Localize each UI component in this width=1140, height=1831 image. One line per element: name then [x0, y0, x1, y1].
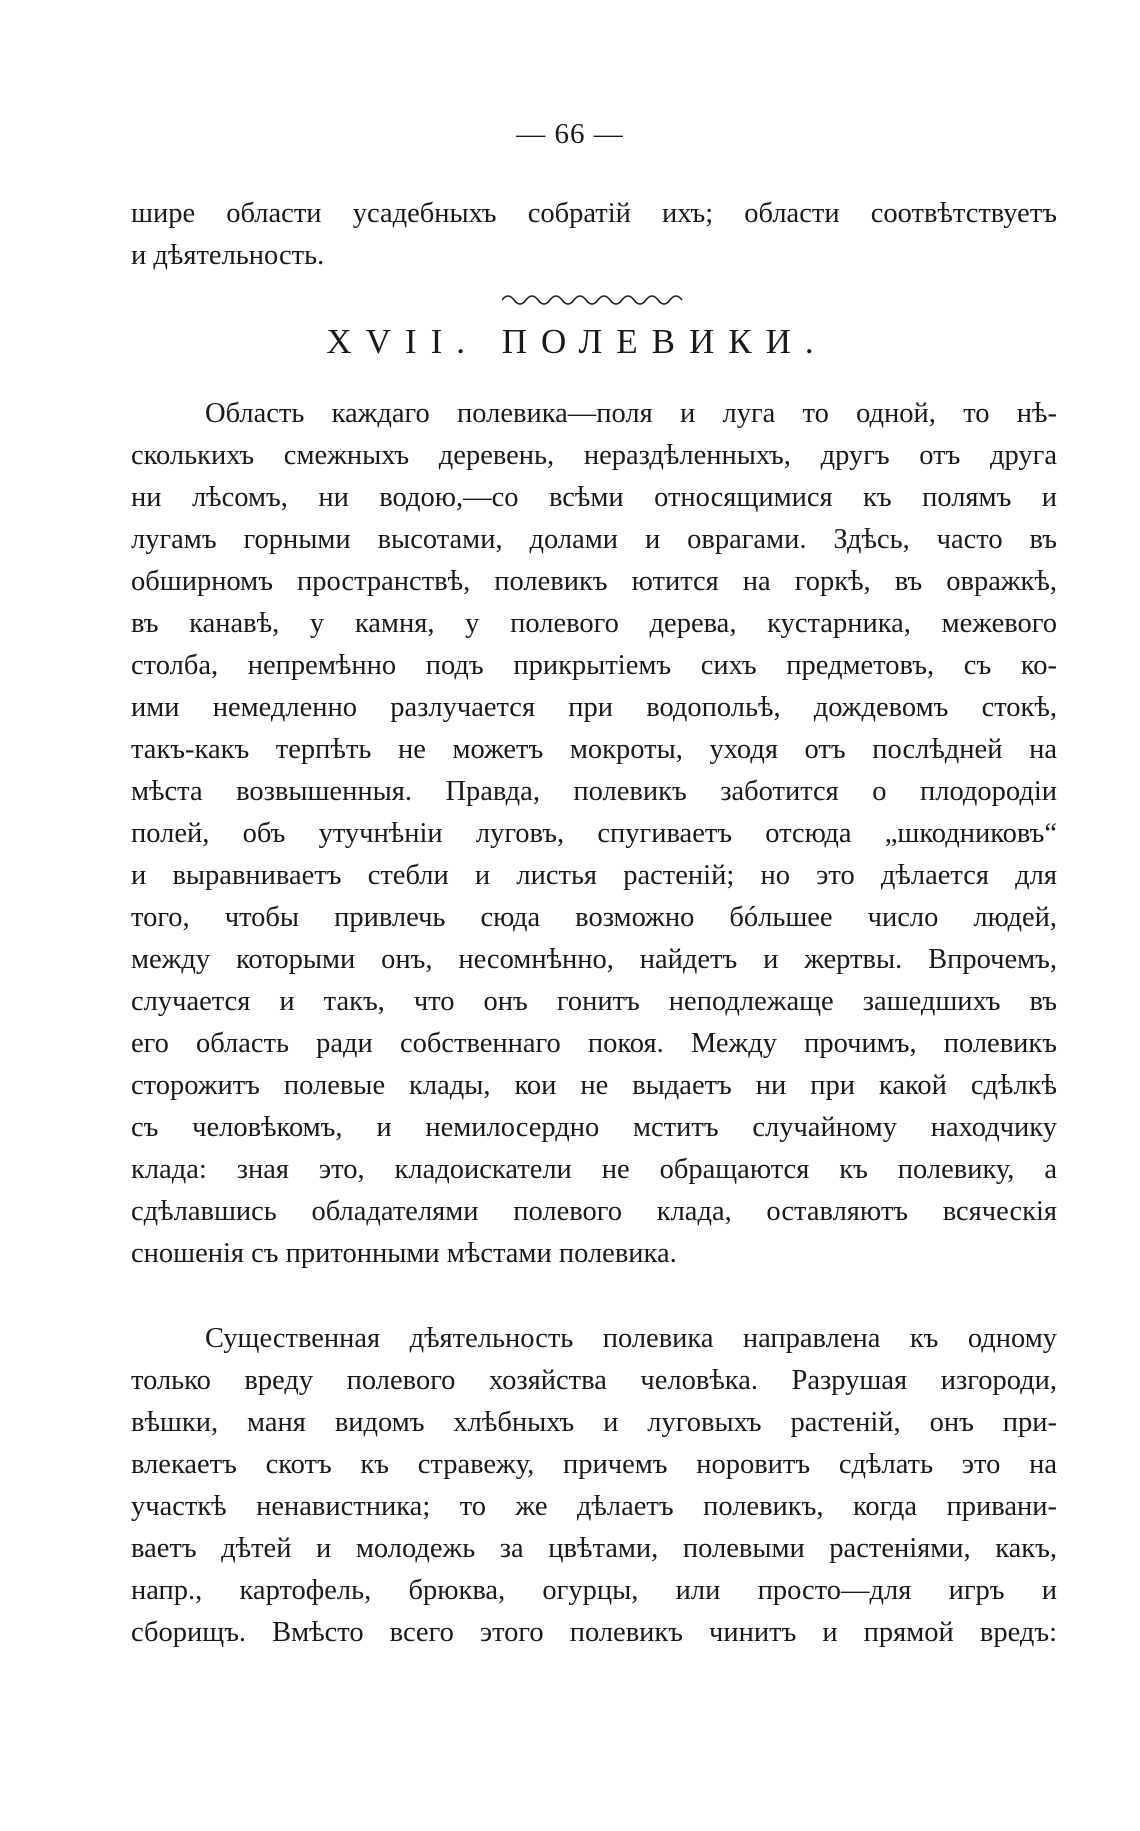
text-line: ими немедленно разлучается при водопольѣ, дождевомъ стокѣ,	[131, 692, 1057, 723]
paragraph-1	[131, 393, 1057, 1275]
text-line: въ канавѣ, у камня, у полевого дерева, кустарника, межевого	[131, 608, 1057, 639]
text-line: между которыми онъ, несомнѣнно, найдетъ и жертвы. Впрочемъ,	[131, 944, 1057, 975]
paragraph-2	[131, 1318, 1057, 1654]
page-number: — 66 —	[516, 118, 624, 150]
text-line: Область каждаго полевика—поля и луга то одной, то нѣ-	[205, 398, 1057, 429]
chapter-title: XVII. ПОЛЕВИКИ.	[326, 322, 828, 361]
text-line: сборищъ. Вмѣсто всего этого полевикъ чинитъ и прямой вредъ:	[131, 1617, 1057, 1648]
wavy-divider-ornament	[502, 290, 684, 306]
text-line: полей, объ утучнѣніи луговъ, спугиваетъ отсюда „шкодниковъ“	[131, 818, 1057, 849]
text-line: того, чтобы привлечь сюда возможно бóльшее число людей,	[131, 902, 1057, 933]
text-line: лугамъ горными высотами, долами и оврагами. Здѣсь, часто въ	[131, 524, 1057, 555]
text-line: и выравниваетъ стебли и листья растеній; но это дѣлается для	[131, 860, 1057, 891]
text-line: клада: зная это, кладоискатели не обращаются къ полевику, а	[131, 1154, 1057, 1185]
text-line: и дѣятельность.	[131, 240, 325, 271]
text-line: мѣста возвышенныя. Правда, полевикъ заботится о плодородіи	[131, 776, 1057, 807]
text-line: его область ради собственнаго покоя. Между прочимъ, полевикъ	[131, 1028, 1057, 1059]
text-line: вѣшки, маня видомъ хлѣбныхъ и луговыхъ растеній, онъ при-	[131, 1407, 1057, 1438]
text-line: участкѣ ненавистника; то же дѣлаетъ полевикъ, когда привани-	[131, 1491, 1057, 1522]
text-line: сторожитъ полевые клады, кои не выдаетъ ни при какой сдѣлкѣ	[131, 1070, 1057, 1101]
text-line: сколькихъ смежныхъ деревень, нераздѣленныхъ, другъ отъ друга	[131, 440, 1057, 471]
text-line: такъ-какъ терпѣть не можетъ мокроты, уходя отъ послѣдней на	[131, 734, 1057, 765]
text-line: напр., картофель, брюква, огурцы, или просто—для игръ и	[131, 1575, 1057, 1606]
text-line: только вреду полевого хозяйства человѣка. Разрушая изгороди,	[131, 1365, 1057, 1396]
text-line: ни лѣсомъ, ни водою,—со всѣми относящимися къ полямъ и	[131, 482, 1057, 513]
text-line: съ человѣкомъ, и немилосердно мститъ случайному находчику	[131, 1112, 1057, 1143]
text-line: сдѣлавшись обладателями полевого клада, оставляютъ всяческія	[131, 1196, 1057, 1227]
text-line: шире области усадебныхъ собратій ихъ; области соотвѣтствуетъ	[131, 198, 1057, 229]
continuation-text	[131, 193, 1057, 277]
text-line: столба, непремѣнно подъ прикрытіемъ сихъ предметовъ, съ ко-	[131, 650, 1057, 681]
text-line: влекаетъ скотъ къ стравежу, причемъ норовитъ сдѣлать это на	[131, 1449, 1057, 1480]
text-line: обширномъ пространствѣ, полевикъ ютится на горкѣ, въ овражкѣ,	[131, 566, 1057, 597]
text-line: ваетъ дѣтей и молодежь за цвѣтами, полевыми растеніями, какъ,	[131, 1533, 1057, 1564]
text-line: сношенія съ притонными мѣстами полевика.	[131, 1238, 677, 1269]
text-line: случается и такъ, что онъ гонитъ неподлежаще зашедшихъ въ	[131, 986, 1057, 1017]
text-line: Существенная дѣятельность полевика направлена къ одному	[205, 1323, 1057, 1354]
